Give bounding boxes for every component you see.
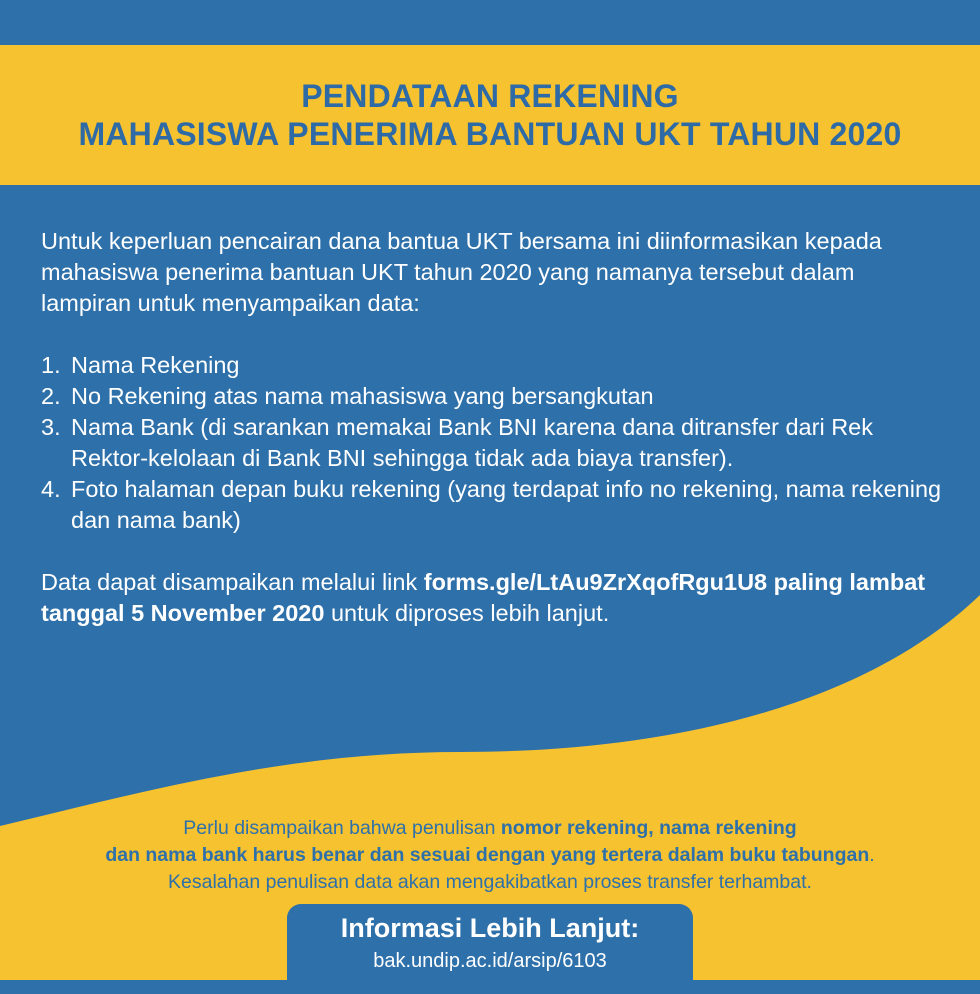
- notice-line-1: [0, 815, 980, 842]
- list-item: [41, 412, 951, 474]
- info-title: Informasi Lebih Lanjut:: [340, 913, 640, 943]
- announcement-body: [41, 226, 951, 629]
- requirements-list: [41, 350, 951, 536]
- notice-line-2-bold: dan nama bank harus benar dan sesuai dengan yang tertera dalam buku tabungan: [105, 844, 870, 866]
- intro-paragraph: Untuk keperluan pencairan dana bantua UKT bersama ini diinformasikan kepada mahasiswa penerima bantuan UKT tahun 2020 yang namanya tersebut dalam lampiran untuk menyampaikan data:: [41, 228, 882, 316]
- list-item-number: 4.: [41, 476, 61, 502]
- page-title-line-2: MAHASISWA PENERIMA BANTUAN UKT TAHUN 2020: [78, 116, 902, 152]
- list-item-text: Foto halaman depan buku rekening (yang terdapat info no rekening, nama rekening dan nama bank): [71, 476, 942, 533]
- list-item-text: Nama Bank (di sarankan memakai Bank BNI karena dana ditransfer dari Rek Rektor-kelolaan di Bank BNI sehingga tidak ada biaya transfer).: [71, 414, 873, 471]
- info-box: [287, 904, 693, 994]
- info-url-link[interactable]: bak.undip.ac.id/arsip/6103: [373, 950, 607, 972]
- notice-line-2: [0, 842, 980, 869]
- notice-block: [0, 815, 980, 896]
- deadline-suffix: untuk diproses lebih lanjut.: [324, 600, 610, 626]
- notice-line-1-bold: nomor rekening, nama rekening: [500, 817, 797, 839]
- notice-line-2-suffix: .: [869, 844, 875, 866]
- list-item-number: 3.: [41, 414, 61, 440]
- deadline-date: paling lambat tanggal 5 November 2020: [41, 569, 926, 626]
- list-item-text: No Rekening atas nama mahasiswa yang bersangkutan: [71, 383, 654, 409]
- deadline-paragraph: [41, 567, 951, 629]
- notice-line-1-prefix: Perlu disampaikan bahwa penulisan: [183, 817, 501, 839]
- page-title-line-1: PENDATAAN REKENING: [301, 78, 679, 114]
- list-item: [41, 381, 951, 412]
- list-item: [41, 350, 951, 381]
- list-item: [41, 474, 951, 536]
- header-band: [0, 45, 980, 185]
- deadline-prefix: Data dapat disampaikan melalui link: [41, 569, 424, 595]
- list-item-number: 1.: [41, 352, 61, 378]
- notice-line-3: Kesalahan penulisan data akan mengakibatkan proses transfer terhambat.: [168, 871, 812, 893]
- list-item-number: 2.: [41, 383, 61, 409]
- form-link[interactable]: forms.gle/LtAu9ZrXqofRgu1U8: [423, 569, 768, 595]
- list-item-text: Nama Rekening: [71, 352, 240, 378]
